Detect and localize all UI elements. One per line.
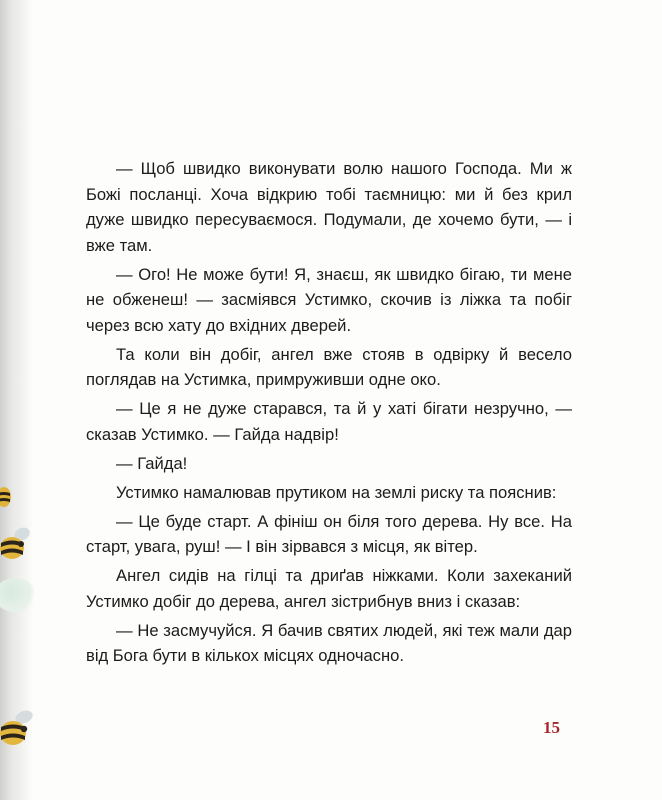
- bee-icon: [0, 484, 16, 510]
- page-spine-shadow: [0, 0, 34, 800]
- paragraph: — Ого! Не може бути! Я, знаєш, як швидко бігаю, ти мене не обженеш! — засміявся Устимко, скочив із ліжка та побіг через всю хату до вхідних дверей.: [86, 264, 572, 335]
- bee-icon: [0, 708, 38, 752]
- paragraph: Ангел сидів на гілці та дриґав ніжками. Коли захеканий Устимко добіг до дерева, ангел зістрибнув вниз і сказав:: [86, 566, 572, 611]
- paragraph: — Не засмучуйся. Я бачив святих людей, які теж мали дар від Бога бути в кількох місцях одночасно.: [86, 620, 572, 665]
- paragraph: — Щоб швидко виконувати волю нашого Господа. Ми ж Божі посланці. Хоча відкрию тобі таємницю: ми й без крил дуже швидко пересуваємося. Подумали, де хочемо бути, — і вже там.: [86, 159, 572, 255]
- page-number: 15: [543, 718, 560, 737]
- paragraph: — Гайда!: [116, 453, 188, 473]
- bee-icon: [0, 524, 34, 568]
- paragraph: — Це буде старт. А фініш он біля того дерева. Ну все. На старт, увага, руш! — І він зірвався з місця, як вітер.: [86, 511, 572, 556]
- story-text: [86, 156, 572, 672]
- paragraph: Устимко намалював прутиком на землі риску та пояснив:: [116, 482, 557, 502]
- paragraph: — Це я не дуже старався, та й у хаті бігати незручно, — сказав Устимко. — Гайда надвір!: [86, 399, 572, 444]
- paragraph: Та коли він добіг, ангел вже стояв в одвірку й весело поглядав на Устимка, примруживши одне око.: [86, 344, 572, 389]
